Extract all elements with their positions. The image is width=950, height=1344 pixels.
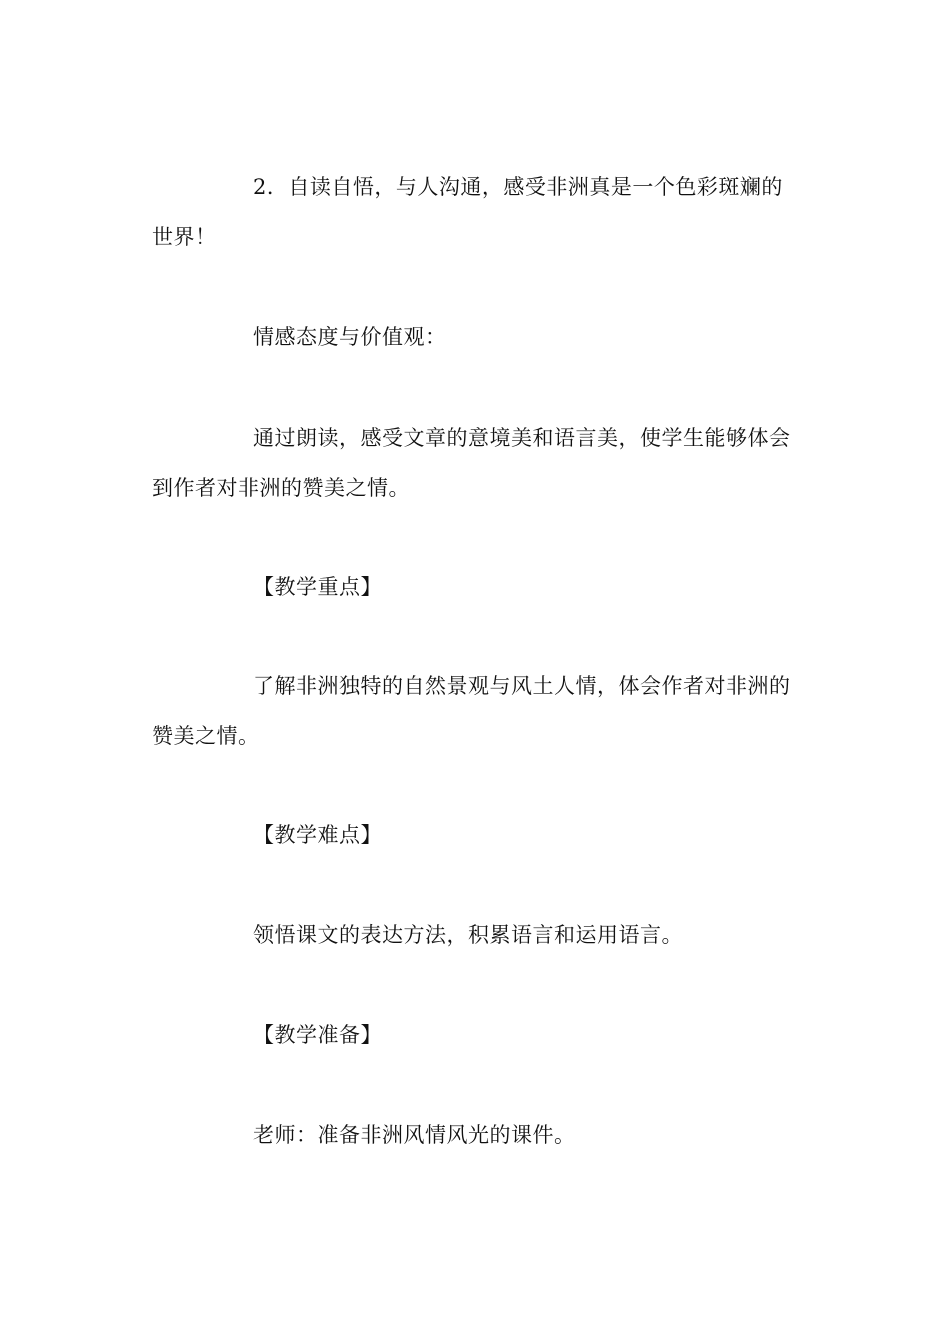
paragraph-teaching-focus: 了解非洲独特的自然景观与风土人情，体会作者对非洲的赞美之情。: [152, 674, 791, 748]
paragraph-emotion-goal: 通过朗读，感受文章的意境美和语言美，使学生能够体会到作者对非洲的赞美之情。: [152, 426, 791, 500]
paragraph-teaching-preparation: 老师：准备非洲风情风光的课件。: [253, 1123, 576, 1147]
heading-emotion-attitude-values: 情感态度与价值观：: [253, 325, 447, 349]
heading-teaching-difficulty: 【教学难点】: [253, 823, 382, 847]
heading-teaching-focus: 【教学重点】: [253, 575, 382, 599]
paragraph-objective-2: 2．自读自悟，与人沟通，感受非洲真是一个色彩斑斓的世界！: [152, 175, 783, 249]
paragraph-teaching-difficulty: 领悟课文的表达方法，积累语言和运用语言。: [253, 923, 683, 947]
heading-teaching-preparation: 【教学准备】: [253, 1023, 382, 1047]
